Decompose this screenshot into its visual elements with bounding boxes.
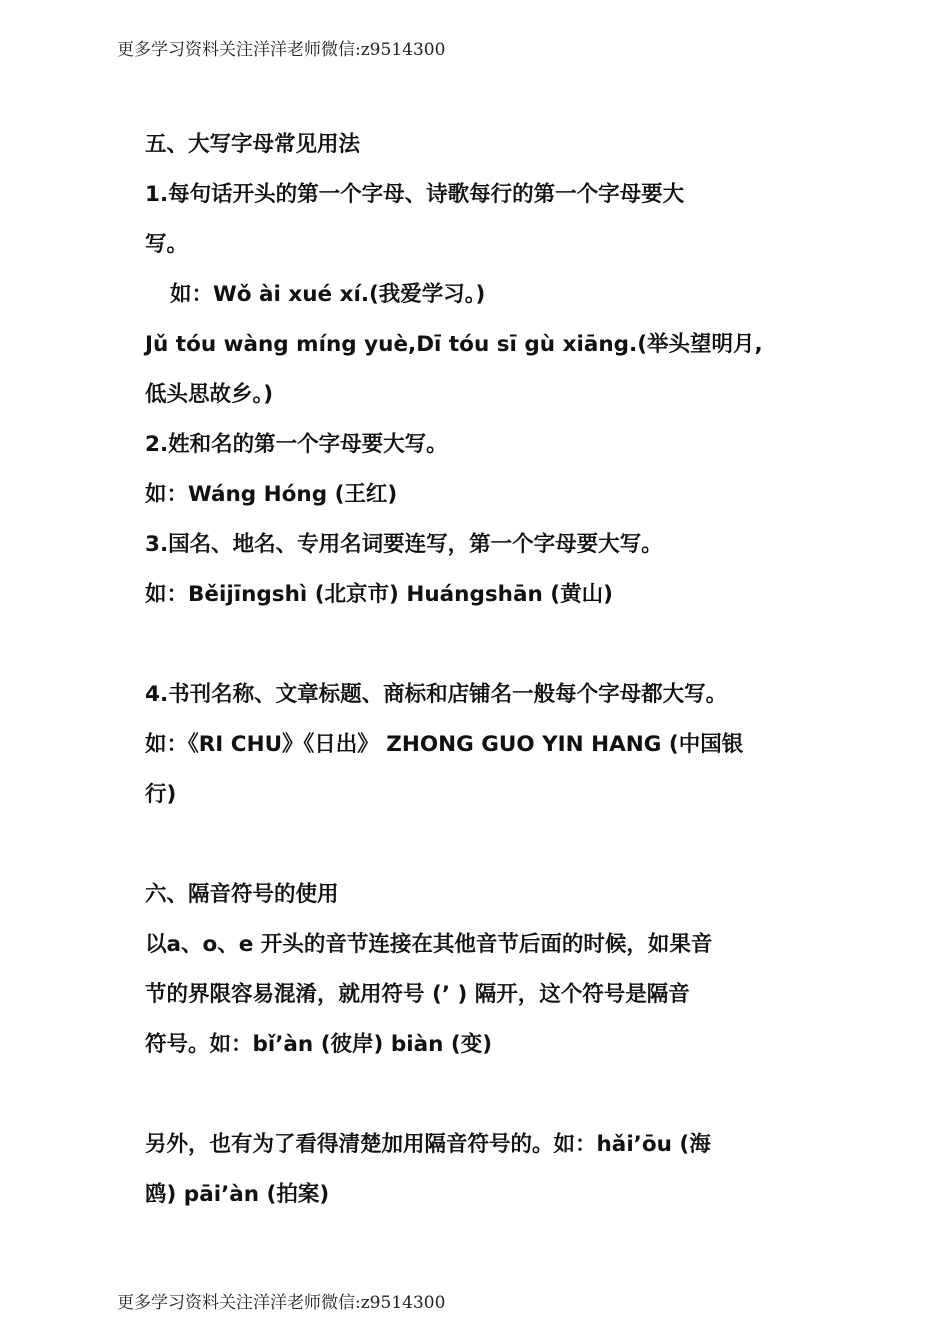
separator-paragraph-1-cont: 节的界限容易混淆，就用符号 (’ ) 隔开，这个符号是隔音 xyxy=(145,982,690,1007)
rule-2-text: 2.姓和名的第一个字母要大写。 xyxy=(145,432,448,457)
document-body xyxy=(145,120,825,1220)
rule-3-text: 3.国名、地名、专用名词要连写，第一个字母要大写。 xyxy=(145,532,663,557)
spacer xyxy=(145,1070,825,1120)
spacer xyxy=(145,820,825,870)
section-heading-syllable-separator: 六、隔音符号的使用 xyxy=(145,882,339,907)
rule-2-example: 如：Wáng Hóng (王红) xyxy=(145,482,398,507)
spacer xyxy=(145,620,825,670)
section-heading-capitalization: 五、大写字母常见用法 xyxy=(145,132,361,157)
rule-4-text: 4.书刊名称、文章标题、商标和店铺名一般每个字母都大写。 xyxy=(145,682,728,707)
rule-4-example-cont: 行) xyxy=(145,782,177,807)
page-header: 更多学习资料关注洋洋老师微信:z9514300 xyxy=(117,40,446,60)
rule-1-text-cont: 写。 xyxy=(145,232,189,257)
page-footer: 更多学习资料关注洋洋老师微信:z9514300 xyxy=(117,1293,446,1313)
rule-1-example-1: 如：Wǒ ài xué xí.(我爱学习。) xyxy=(170,282,486,307)
rule-1-example-2: Jǔ tóu wàng míng yuè,Dī tóu sī gù xiāng.(举头望明月, xyxy=(145,332,763,357)
separator-paragraph-1: 以a、o、e 开头的音节连接在其他音节后面的时候，如果音 xyxy=(145,932,713,957)
rule-1-text: 1.每句话开头的第一个字母、诗歌每行的第一个字母要大 xyxy=(145,182,685,207)
separator-paragraph-2: 另外，也有为了看得清楚加用隔音符号的。如：hǎi’ōu (海 xyxy=(145,1132,711,1157)
rule-3-example: 如：Běijīngshì (北京市) Huángshān (黄山) xyxy=(145,582,613,607)
separator-paragraph-1-example: 符号。如：bǐ’àn (彼岸) biàn (变) xyxy=(145,1032,493,1057)
rule-1-example-2-cont: 低头思故乡。) xyxy=(145,382,274,407)
rule-4-example: 如：《RI CHU》《日出》 ZHONG GUO YIN HANG (中国银 xyxy=(145,732,744,757)
separator-paragraph-2-cont: 鸥) pāi’àn (拍案) xyxy=(145,1182,330,1207)
